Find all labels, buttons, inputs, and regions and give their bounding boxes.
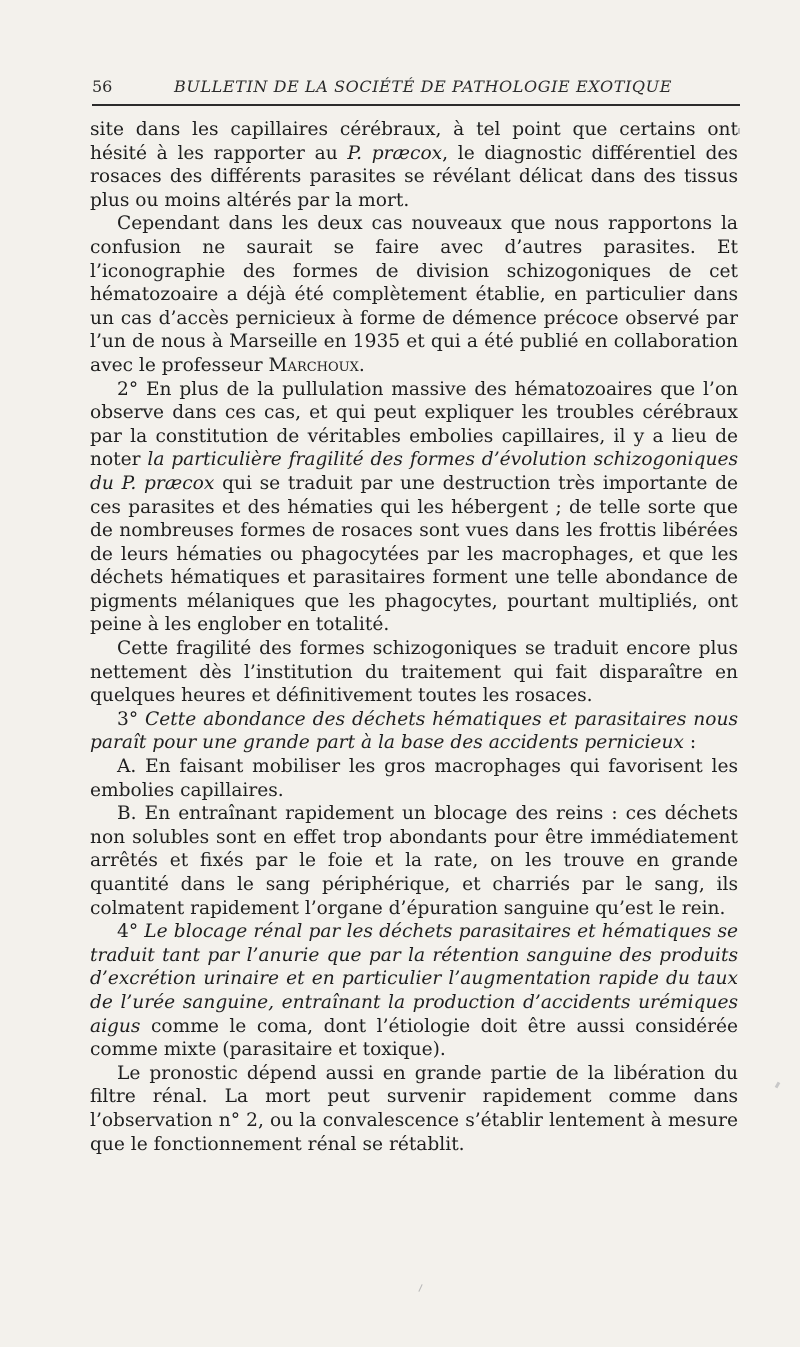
running-title: BULLETIN DE LA SOCIÉTÉ DE PATHOLOGIE EXOTIQUE: [174, 77, 672, 96]
text-run: 3°: [117, 708, 146, 730]
paragraph: [90, 708, 738, 755]
italic-text: P. præcox: [347, 142, 443, 164]
text-run: 2° En plus de la pullulation massive des hématozoaires que l’on observe dans ces cas, et qui peut expliquer les troubles cérébraux par la constitution de véritables embolies capillaires, il y a lieu de noter: [90, 378, 738, 471]
text-run: qui se traduit par une destruction très importante de ces parasites et des hématies qui les hébergent ; de telle sorte que de nombreuses formes de rosaces sont vues dans les frottis libérées de leurs hématies ou phagocytées par les macrophages, et que les déchets hématiques et parasitaires forment une telle abondance de pigments mélaniques que les phagocytes, pourtant multipliés, ont peine à les englober en totalité.: [90, 472, 738, 636]
italic-text: Cette abondance des déchets hématiques et parasitaires nous paraît pour une grande part à la base des accidents pernicieux: [90, 708, 738, 754]
header-rule: [92, 104, 740, 106]
paragraph: [90, 755, 738, 802]
text-run: :: [683, 732, 697, 754]
page-number: 56: [92, 77, 113, 96]
text-run: site dans les capillaires cérébraux, à tel point que certains ont hésité à les rapporter au: [90, 119, 738, 164]
author-name: Marchoux: [268, 354, 359, 376]
print-speck: [738, 128, 740, 134]
paragraph: [90, 637, 738, 708]
paragraph: [90, 920, 738, 1062]
paragraph: [90, 378, 738, 638]
text-run: .: [358, 354, 365, 376]
paragraph: [90, 118, 738, 212]
text-run: , le diagnostic différentiel des rosaces des différents parasites se révélant délicat dans des tissus plus ou moins altérés par la mort.: [90, 142, 738, 211]
italic-text: Le blocage rénal par les déchets parasitaires et hématiques se traduit tant par l’anurie que par la rétention sanguine des produits d’excrétion urinaire et en particulier l’augmentation rapide du taux de l’urée sanguine, entraînant la production d’accidents urémiques aigus: [90, 921, 738, 1037]
text-run: Cette fragilité des formes schizogoniques se traduit encore plus nettement dès l’institution du traitement qui fait disparaître en quelques heures et définitivement toutes les rosaces.: [90, 638, 738, 707]
text-run: 4°: [117, 921, 145, 943]
text-run: comme le coma, dont l’étiologie doit être aussi considérée comme mixte (parasitaire et toxique).: [90, 1015, 738, 1061]
text-run: Cependant dans les deux cas nouveaux que nous rapportons la confusion ne saurait se faire avec d’autres parasites. Et l’iconographie des formes de division schizogoniques de cet hématozoaire a déjà été complètement établie, en particulier dans un cas d’accès pernicieux à forme de démence précoce observé par l’un de nous à Marseille en 1935 et qui a été publié en collaboration avec le professeur: [90, 213, 738, 376]
italic-text: la particulière fragilité des formes d’évolution schizogoniques du P. præcox: [90, 449, 738, 494]
print-speck: [775, 1082, 781, 1089]
text-run: A. En faisant mobiliser les gros macrophages qui favorisent les embolies capillaires.: [90, 756, 738, 801]
paragraph: [90, 212, 738, 377]
text-run: Le pronostic dépend aussi en grande partie de la libération du filtre rénal. La mort peut survenir rapidement comme dans l’observation n° 2, ou la convalescence s’établir lentement à mesure que le fonctionnement rénal se rétablit.: [90, 1062, 738, 1155]
text-run: B. En entraînant rapidement un blocage des reins : ces déchets non solubles sont en effet trop abondants pour être immédiatement arrêtés et fixés par le foie et la rate, on les trouve en grande quantité dans le sang périphérique, et charriés par le sang, ils colmatent rapidement l’organe d’épuration sanguine qu’est le rein.: [90, 803, 738, 919]
print-speck: [418, 1284, 422, 1292]
paragraph: [90, 1062, 738, 1156]
body-text: [90, 118, 738, 1156]
paragraph: [90, 802, 738, 920]
